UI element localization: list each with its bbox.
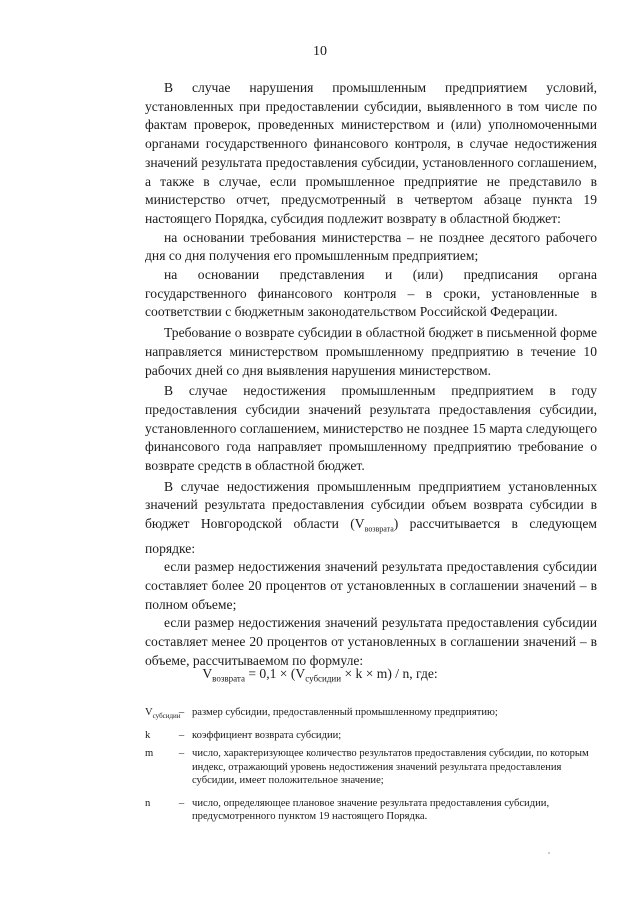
definition-n xyxy=(145,797,595,824)
definition-symbol: m xyxy=(145,748,154,760)
definition-text: размер субсидии, предоставленный промышленному предприятию; xyxy=(192,707,498,718)
paragraph-written-demand: Требование о возврате субсидии в областной бюджет в письменной форме направляется министерством промышленному предприятию в течение 10 рабочих дней со дня выявления нарушения министерством. xyxy=(145,325,597,378)
definition-text: число, характеризующее количество результатов предоставления субсидии, по которым индекс, отражающий уровень недостижения значений результата предоставления субсидии, имеет положительное значение; xyxy=(192,748,589,787)
definition-text: число, определяющее плановое значение результата предоставления субсидии, предусмотренного пунктом 19 настоящего Порядка. xyxy=(192,797,550,823)
paragraph-violation: В случае нарушения промышленным предприятием условий, установленных при предоставлении субсидии, выявленного в том числе по фактам проверок, проведенных министерством и (или) уполномоченными органами государственного финансового контроля, в случае недостижения значений результата предоставления субсидии, установленного соглашением, а также в случае, если промышленное предприятие не представило в министерство отчет, предусмотренный в четвертом абзаце пункта 19 настоящего Порядка, субсидия подлежит возврату в областной бюджет: xyxy=(145,80,597,226)
definition-dash: – xyxy=(178,748,185,760)
paragraph-underachievement-deadline: В случае недостижения промышленным предприятием в году предоставления субсидии значений результата предоставления субсидии, установленного соглашением, министерство не позднее 15 марта следующего финансового года направляет промышленному предприятию требование о возврате средств в областной бюджет. xyxy=(145,383,597,474)
paragraph-return-volume-text: В случае недостижения промышленным предприятием установленных значений результата предоставления субсидии объем возврата субсидии в бюджет Новгородской области (V xyxy=(145,478,597,532)
definition-v-subsidy xyxy=(145,706,595,724)
definition-text: коэффициент возврата субсидии; xyxy=(192,729,342,741)
symbol-letter: V xyxy=(145,707,153,718)
definition-dash: – xyxy=(178,797,185,809)
return-formula xyxy=(0,666,640,684)
formula-inner-subscript: субсидии xyxy=(305,673,342,684)
v-return-subscript: возврата xyxy=(364,524,394,534)
definition-dash: – xyxy=(178,729,185,741)
page-number: 10 xyxy=(313,44,327,59)
paragraph-full-volume: если размер недостижения значений результата предоставления субсидии составляет более 20 процентов от установленных в соглашении значений – в полном объеме; xyxy=(145,559,597,612)
definition-k xyxy=(145,729,595,743)
formula-rhs: × k × m) / n, где: xyxy=(341,666,438,681)
definition-m xyxy=(145,747,595,788)
scan-speck xyxy=(548,852,550,854)
formula-middle: = 0,1 × (V xyxy=(244,666,306,681)
document-body xyxy=(145,79,597,671)
paragraph-control-order: на основании представления и (или) предписания органа государственного финансового контроля – в сроки, установленные в соответствии с бюджетным законодательством Российской Федерации. xyxy=(145,267,597,320)
definition-dash: – xyxy=(178,707,185,718)
formula-lhs-subscript: возврата xyxy=(212,673,245,684)
definition-symbol: k xyxy=(145,729,151,741)
formula-lhs: V xyxy=(202,666,213,681)
variable-definitions xyxy=(145,706,595,829)
paragraph-formula-volume: если размер недостижения значений результата предоставления субсидии составляет менее 20 процентов от установленных в соглашении значений – в объеме, рассчитываемом по формуле: xyxy=(145,615,597,668)
definition-symbol xyxy=(145,706,181,724)
definition-symbol: n xyxy=(145,797,151,809)
symbol-subscript: субсидии xyxy=(152,712,181,721)
paragraph-return-volume xyxy=(145,478,597,559)
paragraph-return-volume-tail: ) рассчитывается в следующем порядке: xyxy=(145,516,597,556)
paragraph-ministry-demand: на основании требования министерства – не позднее десятого рабочего дня со дня получения его промышленным предприятием; xyxy=(145,229,597,264)
